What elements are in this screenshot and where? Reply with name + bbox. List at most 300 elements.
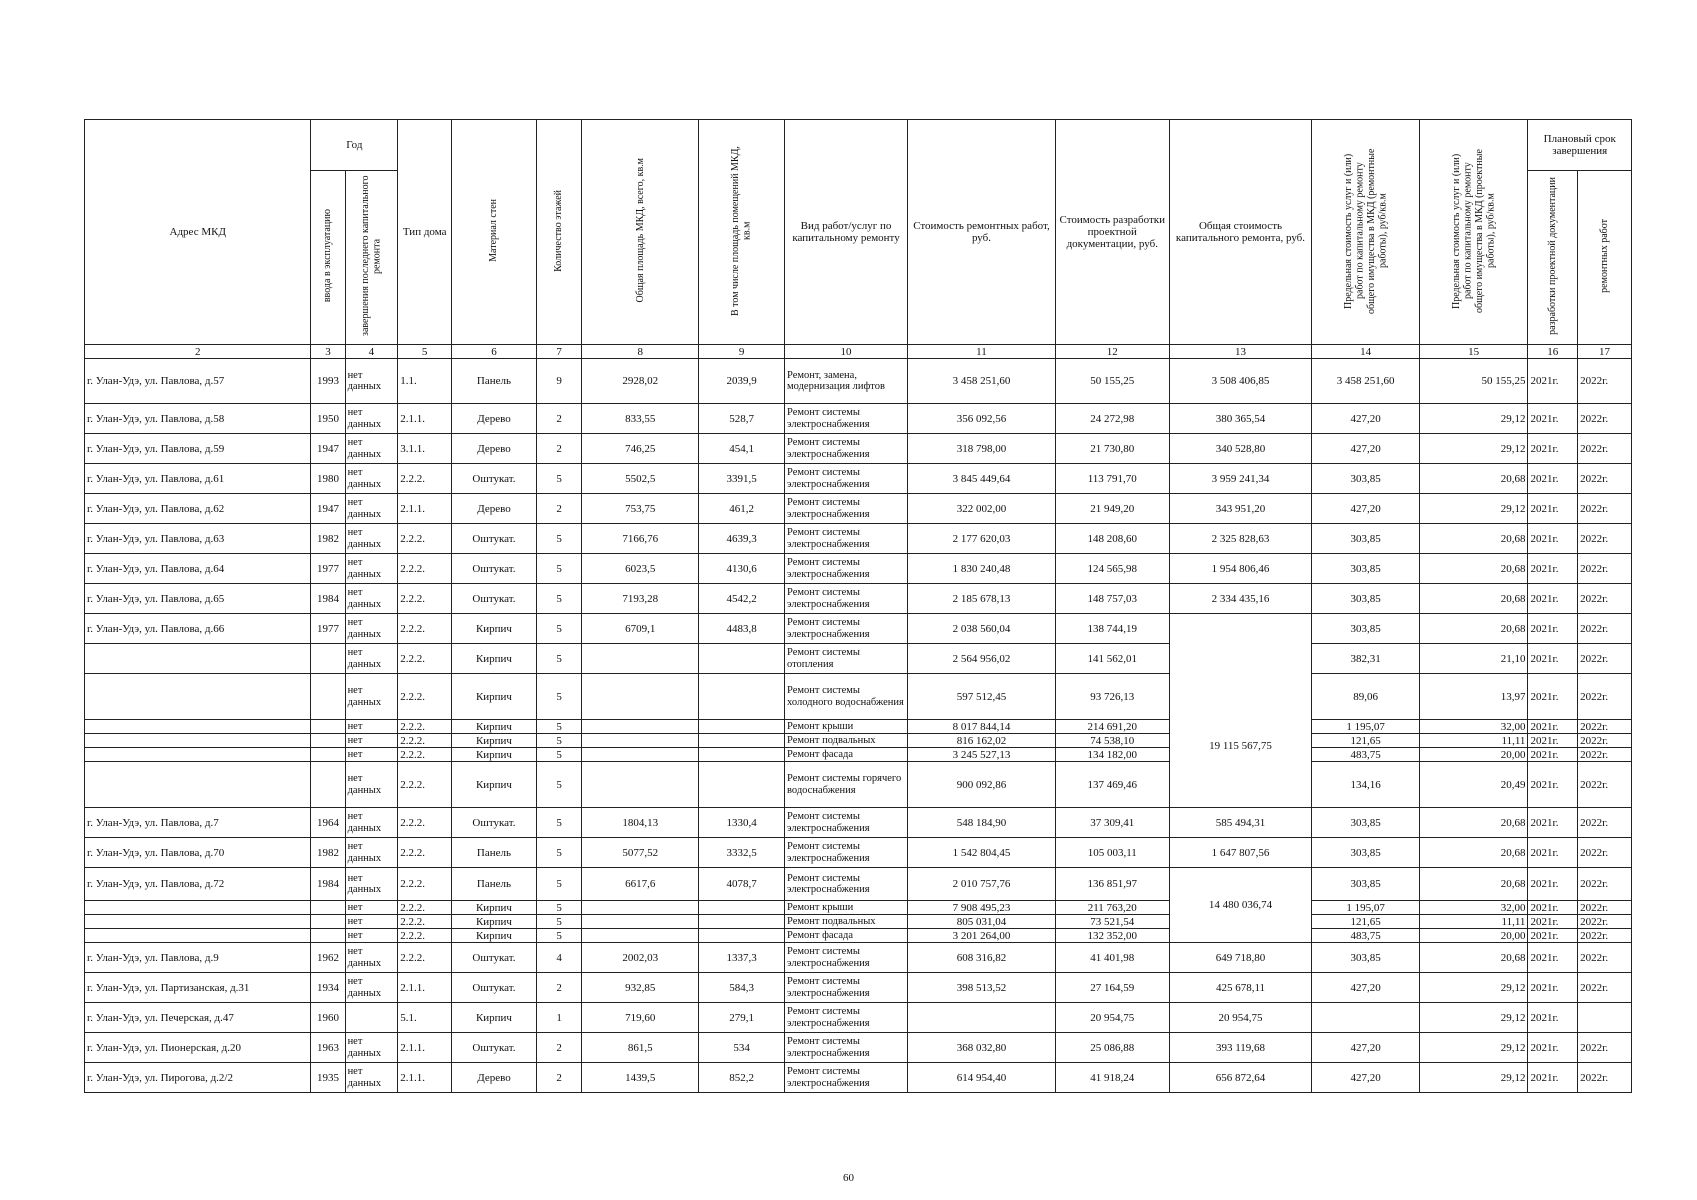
premises-area-cell bbox=[699, 762, 785, 808]
year-commission-cell bbox=[311, 748, 345, 762]
total-cost-cell: 340 528,80 bbox=[1169, 434, 1312, 464]
total-area-cell bbox=[582, 929, 699, 943]
house-type-cell: 2.2.2. bbox=[398, 929, 452, 943]
column-number: 11 bbox=[908, 345, 1056, 359]
house-type-cell: 2.2.2. bbox=[398, 734, 452, 748]
design-cost-cell: 27 164,59 bbox=[1055, 973, 1169, 1003]
column-number: 15 bbox=[1419, 345, 1528, 359]
premises-area-cell bbox=[699, 734, 785, 748]
total-area-cell: 833,55 bbox=[582, 404, 699, 434]
deadline-design-cell: 2021г. bbox=[1528, 762, 1578, 808]
deadline-repair-cell: 2022г. bbox=[1578, 808, 1632, 838]
deadline-design-cell: 2021г. bbox=[1528, 943, 1578, 973]
header-limit-repair: Предельная стоимость услуг и (или) работ по капитальному ремонту общего имущества в МКД (ремонтные работы), руб/кв.м bbox=[1312, 120, 1420, 345]
work-type-cell: Ремонт, замена, модернизация лифтов bbox=[785, 359, 908, 404]
limit-design-cell: 29,12 bbox=[1419, 973, 1528, 1003]
premises-area-cell bbox=[699, 929, 785, 943]
floors-cell: 2 bbox=[536, 404, 581, 434]
deadline-repair-cell: 2022г. bbox=[1578, 464, 1632, 494]
total-cost-cell: 649 718,80 bbox=[1169, 943, 1312, 973]
year-last-repair-cell: нет данных bbox=[345, 1063, 398, 1093]
deadline-repair-cell: 2022г. bbox=[1578, 868, 1632, 901]
deadline-design-cell: 2021г. bbox=[1528, 584, 1578, 614]
table-body bbox=[85, 359, 1632, 1093]
year-last-repair-cell: нет данных bbox=[345, 973, 398, 1003]
year-commission-cell: 1963 bbox=[311, 1033, 345, 1063]
total-cost-cell: 2 325 828,63 bbox=[1169, 524, 1312, 554]
year-last-repair-cell: нет данных bbox=[345, 494, 398, 524]
year-last-repair-cell: нет данных bbox=[345, 584, 398, 614]
design-cost-cell: 132 352,00 bbox=[1055, 929, 1169, 943]
total-cost-cell: 656 872,64 bbox=[1169, 1063, 1312, 1093]
deadline-repair-cell: 2022г. bbox=[1578, 748, 1632, 762]
premises-area-cell: 4483,8 bbox=[699, 614, 785, 644]
limit-design-cell: 20,00 bbox=[1419, 748, 1528, 762]
repair-cost-cell: 614 954,40 bbox=[908, 1063, 1056, 1093]
year-last-repair-cell: нет данных bbox=[345, 674, 398, 720]
deadline-design-cell: 2021г. bbox=[1528, 748, 1578, 762]
column-number: 5 bbox=[398, 345, 452, 359]
address-cell: г. Улан-Удэ, ул. Павлова, д.64 bbox=[85, 554, 311, 584]
limit-repair-cell: 427,20 bbox=[1312, 434, 1420, 464]
deadline-repair-cell bbox=[1578, 1003, 1632, 1033]
year-commission-cell: 1935 bbox=[311, 1063, 345, 1093]
work-type-cell: Ремонт системы электроснабжения bbox=[785, 494, 908, 524]
floors-cell: 5 bbox=[536, 808, 581, 838]
limit-repair-cell: 427,20 bbox=[1312, 1033, 1420, 1063]
total-area-cell: 932,85 bbox=[582, 973, 699, 1003]
premises-area-cell bbox=[699, 901, 785, 915]
table-row bbox=[85, 464, 1632, 494]
repair-cost-cell: 816 162,02 bbox=[908, 734, 1056, 748]
limit-repair-cell: 303,85 bbox=[1312, 808, 1420, 838]
premises-area-cell: 4542,2 bbox=[699, 584, 785, 614]
address-cell bbox=[85, 734, 311, 748]
table-row bbox=[85, 734, 1632, 748]
total-cost-cell: 343 951,20 bbox=[1169, 494, 1312, 524]
limit-repair-cell: 483,75 bbox=[1312, 929, 1420, 943]
deadline-design-cell: 2021г. bbox=[1528, 614, 1578, 644]
deadline-repair-cell: 2022г. bbox=[1578, 734, 1632, 748]
capital-repair-table bbox=[84, 119, 1632, 1093]
deadline-design-cell: 2021г. bbox=[1528, 915, 1578, 929]
deadline-design-cell: 2021г. bbox=[1528, 973, 1578, 1003]
deadline-design-cell: 2021г. bbox=[1528, 808, 1578, 838]
limit-design-cell: 29,12 bbox=[1419, 1033, 1528, 1063]
repair-cost-cell: 3 845 449,64 bbox=[908, 464, 1056, 494]
repair-cost-cell: 398 513,52 bbox=[908, 973, 1056, 1003]
year-commission-cell bbox=[311, 734, 345, 748]
repair-cost-cell: 2 564 956,02 bbox=[908, 644, 1056, 674]
table-row bbox=[85, 748, 1632, 762]
column-number: 3 bbox=[311, 345, 345, 359]
address-cell bbox=[85, 762, 311, 808]
design-cost-cell: 148 208,60 bbox=[1055, 524, 1169, 554]
limit-repair-cell: 1 195,07 bbox=[1312, 720, 1420, 734]
limit-repair-cell: 427,20 bbox=[1312, 973, 1420, 1003]
header-wall-material: Материал стен bbox=[452, 120, 537, 345]
repair-cost-cell: 368 032,80 bbox=[908, 1033, 1056, 1063]
year-last-repair-cell: нет данных bbox=[345, 404, 398, 434]
total-cost-cell: 1 647 807,56 bbox=[1169, 838, 1312, 868]
header-year-last-repair: завершения последнего капитального ремонта bbox=[345, 171, 398, 345]
wall-material-cell: Оштукат. bbox=[452, 973, 537, 1003]
header-limit-design: Предельная стоимость услуг и (или) работ по капитальному ремонту общего имущества в МКД (проектные работы), руб/кв.м bbox=[1419, 120, 1528, 345]
header-premises-area: В том числе площадь помещений МКД, кв.м bbox=[699, 120, 785, 345]
design-cost-cell: 24 272,98 bbox=[1055, 404, 1169, 434]
limit-repair-cell: 89,06 bbox=[1312, 674, 1420, 720]
premises-area-cell bbox=[699, 915, 785, 929]
year-commission-cell: 1977 bbox=[311, 554, 345, 584]
limit-repair-cell: 427,20 bbox=[1312, 404, 1420, 434]
deadline-design-cell: 2021г. bbox=[1528, 554, 1578, 584]
column-number: 10 bbox=[785, 345, 908, 359]
work-type-cell: Ремонт системы электроснабжения bbox=[785, 808, 908, 838]
deadline-repair-cell: 2022г. bbox=[1578, 434, 1632, 464]
premises-area-cell bbox=[699, 748, 785, 762]
header-design-cost: Стоимость разработки проектной документации, руб. bbox=[1055, 120, 1169, 345]
floors-cell: 5 bbox=[536, 868, 581, 901]
deadline-repair-cell: 2022г. bbox=[1578, 554, 1632, 584]
work-type-cell: Ремонт системы электроснабжения bbox=[785, 838, 908, 868]
limit-design-cell: 11,11 bbox=[1419, 915, 1528, 929]
design-cost-cell: 113 791,70 bbox=[1055, 464, 1169, 494]
total-cost-cell: 14 480 036,74 bbox=[1169, 868, 1312, 943]
work-type-cell: Ремонт системы электроснабжения bbox=[785, 614, 908, 644]
deadline-repair-cell: 2022г. bbox=[1578, 973, 1632, 1003]
total-area-cell: 861,5 bbox=[582, 1033, 699, 1063]
deadline-design-cell: 2021г. bbox=[1528, 644, 1578, 674]
limit-design-cell: 20,68 bbox=[1419, 838, 1528, 868]
design-cost-cell: 137 469,46 bbox=[1055, 762, 1169, 808]
house-type-cell: 5.1. bbox=[398, 1003, 452, 1033]
deadline-repair-cell: 2022г. bbox=[1578, 943, 1632, 973]
deadline-repair-cell: 2022г. bbox=[1578, 720, 1632, 734]
address-cell bbox=[85, 644, 311, 674]
table-row bbox=[85, 1003, 1632, 1033]
deadline-design-cell: 2021г. bbox=[1528, 434, 1578, 464]
house-type-cell: 2.2.2. bbox=[398, 464, 452, 494]
year-last-repair-cell bbox=[345, 1003, 398, 1033]
table-row bbox=[85, 720, 1632, 734]
table-row bbox=[85, 808, 1632, 838]
design-cost-cell: 37 309,41 bbox=[1055, 808, 1169, 838]
address-cell bbox=[85, 915, 311, 929]
table-row bbox=[85, 524, 1632, 554]
column-number: 13 bbox=[1169, 345, 1312, 359]
deadline-repair-cell: 2022г. bbox=[1578, 674, 1632, 720]
header-year: Год bbox=[311, 120, 398, 171]
floors-cell: 5 bbox=[536, 554, 581, 584]
year-commission-cell: 1947 bbox=[311, 494, 345, 524]
address-cell: г. Улан-Удэ, ул. Павлова, д.72 bbox=[85, 868, 311, 901]
wall-material-cell: Оштукат. bbox=[452, 1033, 537, 1063]
repair-cost-cell: 2 185 678,13 bbox=[908, 584, 1056, 614]
limit-repair-cell: 303,85 bbox=[1312, 554, 1420, 584]
header-total-cost: Общая стоимость капитального ремонта, руб. bbox=[1169, 120, 1312, 345]
wall-material-cell: Оштукат. bbox=[452, 554, 537, 584]
house-type-cell: 2.1.1. bbox=[398, 494, 452, 524]
limit-design-cell: 20,68 bbox=[1419, 808, 1528, 838]
house-type-cell: 2.2.2. bbox=[398, 748, 452, 762]
year-commission-cell bbox=[311, 674, 345, 720]
year-commission-cell: 1934 bbox=[311, 973, 345, 1003]
total-cost-cell: 3 959 241,34 bbox=[1169, 464, 1312, 494]
repair-cost-cell: 1 542 804,45 bbox=[908, 838, 1056, 868]
floors-cell: 1 bbox=[536, 1003, 581, 1033]
premises-area-cell bbox=[699, 644, 785, 674]
wall-material-cell: Дерево bbox=[452, 494, 537, 524]
header-address: Адрес МКД bbox=[85, 120, 311, 345]
work-type-cell: Ремонт системы электроснабжения bbox=[785, 434, 908, 464]
deadline-design-cell: 2021г. bbox=[1528, 1033, 1578, 1063]
premises-area-cell: 1337,3 bbox=[699, 943, 785, 973]
total-area-cell: 2928,02 bbox=[582, 359, 699, 404]
address-cell: г. Улан-Удэ, ул. Печерская, д.47 bbox=[85, 1003, 311, 1033]
address-cell bbox=[85, 901, 311, 915]
house-type-cell: 2.2.2. bbox=[398, 868, 452, 901]
limit-design-cell: 32,00 bbox=[1419, 720, 1528, 734]
limit-design-cell: 20,68 bbox=[1419, 554, 1528, 584]
address-cell: г. Улан-Удэ, ул. Павлова, д.62 bbox=[85, 494, 311, 524]
year-last-repair-cell: нет bbox=[345, 929, 398, 943]
deadline-repair-cell: 2022г. bbox=[1578, 1033, 1632, 1063]
design-cost-cell: 138 744,19 bbox=[1055, 614, 1169, 644]
limit-design-cell: 50 155,25 bbox=[1419, 359, 1528, 404]
deadline-repair-cell: 2022г. bbox=[1578, 762, 1632, 808]
repair-cost-cell: 2 010 757,76 bbox=[908, 868, 1056, 901]
premises-area-cell: 852,2 bbox=[699, 1063, 785, 1093]
total-area-cell: 1804,13 bbox=[582, 808, 699, 838]
deadline-design-cell: 2021г. bbox=[1528, 359, 1578, 404]
table-row bbox=[85, 929, 1632, 943]
work-type-cell: Ремонт подвальных bbox=[785, 915, 908, 929]
limit-design-cell: 20,68 bbox=[1419, 943, 1528, 973]
year-commission-cell: 1984 bbox=[311, 584, 345, 614]
address-cell: г. Улан-Удэ, ул. Павлова, д.58 bbox=[85, 404, 311, 434]
total-cost-cell: 20 954,75 bbox=[1169, 1003, 1312, 1033]
total-cost-cell: 585 494,31 bbox=[1169, 808, 1312, 838]
deadline-design-cell: 2021г. bbox=[1528, 524, 1578, 554]
wall-material-cell: Кирпич bbox=[452, 901, 537, 915]
limit-repair-cell: 303,85 bbox=[1312, 464, 1420, 494]
limit-design-cell: 20,68 bbox=[1419, 614, 1528, 644]
design-cost-cell: 211 763,20 bbox=[1055, 901, 1169, 915]
deadline-design-cell: 2021г. bbox=[1528, 464, 1578, 494]
premises-area-cell: 1330,4 bbox=[699, 808, 785, 838]
total-area-cell bbox=[582, 644, 699, 674]
floors-cell: 5 bbox=[536, 524, 581, 554]
limit-design-cell: 20,49 bbox=[1419, 762, 1528, 808]
limit-design-cell: 29,12 bbox=[1419, 1063, 1528, 1093]
work-type-cell: Ремонт системы электроснабжения bbox=[785, 868, 908, 901]
page-number: 60 bbox=[843, 1172, 854, 1184]
column-number: 16 bbox=[1528, 345, 1578, 359]
address-cell: г. Улан-Удэ, ул. Павлова, д.59 bbox=[85, 434, 311, 464]
premises-area-cell: 534 bbox=[699, 1033, 785, 1063]
deadline-design-cell: 2021г. bbox=[1528, 734, 1578, 748]
design-cost-cell: 41 401,98 bbox=[1055, 943, 1169, 973]
limit-design-cell: 21,10 bbox=[1419, 644, 1528, 674]
premises-area-cell: 2039,9 bbox=[699, 359, 785, 404]
wall-material-cell: Кирпич bbox=[452, 762, 537, 808]
house-type-cell: 2.1.1. bbox=[398, 1063, 452, 1093]
year-last-repair-cell: нет данных bbox=[345, 1033, 398, 1063]
floors-cell: 5 bbox=[536, 748, 581, 762]
year-commission-cell: 1984 bbox=[311, 868, 345, 901]
total-cost-cell: 2 334 435,16 bbox=[1169, 584, 1312, 614]
total-area-cell bbox=[582, 734, 699, 748]
wall-material-cell: Дерево bbox=[452, 1063, 537, 1093]
column-number: 12 bbox=[1055, 345, 1169, 359]
work-type-cell: Ремонт фасада bbox=[785, 748, 908, 762]
design-cost-cell: 21 949,20 bbox=[1055, 494, 1169, 524]
table-row bbox=[85, 1033, 1632, 1063]
house-type-cell: 2.2.2. bbox=[398, 943, 452, 973]
column-number: 17 bbox=[1578, 345, 1632, 359]
table-row bbox=[85, 868, 1632, 901]
address-cell: г. Улан-Удэ, ул. Павлова, д.66 bbox=[85, 614, 311, 644]
design-cost-cell: 105 003,11 bbox=[1055, 838, 1169, 868]
table-row bbox=[85, 762, 1632, 808]
wall-material-cell: Кирпич bbox=[452, 929, 537, 943]
address-cell bbox=[85, 674, 311, 720]
limit-design-cell: 20,68 bbox=[1419, 584, 1528, 614]
floors-cell: 4 bbox=[536, 943, 581, 973]
header-deadline: Плановый срок завершения bbox=[1528, 120, 1632, 171]
total-area-cell: 753,75 bbox=[582, 494, 699, 524]
deadline-repair-cell: 2022г. bbox=[1578, 584, 1632, 614]
deadline-design-cell: 2021г. bbox=[1528, 901, 1578, 915]
deadline-repair-cell: 2022г. bbox=[1578, 524, 1632, 554]
year-commission-cell: 1993 bbox=[311, 359, 345, 404]
work-type-cell: Ремонт фасада bbox=[785, 929, 908, 943]
repair-cost-cell: 356 092,56 bbox=[908, 404, 1056, 434]
limit-repair-cell: 303,85 bbox=[1312, 584, 1420, 614]
premises-area-cell: 4130,6 bbox=[699, 554, 785, 584]
wall-material-cell: Дерево bbox=[452, 434, 537, 464]
floors-cell: 9 bbox=[536, 359, 581, 404]
deadline-design-cell: 2021г. bbox=[1528, 929, 1578, 943]
column-number: 4 bbox=[345, 345, 398, 359]
table-row bbox=[85, 494, 1632, 524]
column-number: 8 bbox=[582, 345, 699, 359]
work-type-cell: Ремонт системы электроснабжения bbox=[785, 524, 908, 554]
limit-repair-cell: 303,85 bbox=[1312, 868, 1420, 901]
total-area-cell: 719,60 bbox=[582, 1003, 699, 1033]
year-last-repair-cell: нет данных bbox=[345, 434, 398, 464]
total-area-cell bbox=[582, 901, 699, 915]
year-last-repair-cell: нет данных bbox=[345, 554, 398, 584]
floors-cell: 5 bbox=[536, 838, 581, 868]
year-last-repair-cell: нет bbox=[345, 748, 398, 762]
column-number-row bbox=[85, 345, 1632, 359]
wall-material-cell: Кирпич bbox=[452, 644, 537, 674]
wall-material-cell: Оштукат. bbox=[452, 808, 537, 838]
total-cost-cell: 425 678,11 bbox=[1169, 973, 1312, 1003]
year-commission-cell bbox=[311, 762, 345, 808]
work-type-cell: Ремонт подвальных bbox=[785, 734, 908, 748]
deadline-repair-cell: 2022г. bbox=[1578, 644, 1632, 674]
work-type-cell: Ремонт системы электроснабжения bbox=[785, 1003, 908, 1033]
total-cost-cell: 19 115 567,75 bbox=[1169, 614, 1312, 808]
premises-area-cell: 454,1 bbox=[699, 434, 785, 464]
work-type-cell: Ремонт системы отопления bbox=[785, 644, 908, 674]
column-number: 7 bbox=[536, 345, 581, 359]
floors-cell: 5 bbox=[536, 762, 581, 808]
year-last-repair-cell: нет данных bbox=[345, 464, 398, 494]
table-row bbox=[85, 584, 1632, 614]
total-area-cell: 6023,5 bbox=[582, 554, 699, 584]
address-cell: г. Улан-Удэ, ул. Павлова, д.57 bbox=[85, 359, 311, 404]
house-type-cell: 2.1.1. bbox=[398, 404, 452, 434]
floors-cell: 5 bbox=[536, 929, 581, 943]
address-cell bbox=[85, 929, 311, 943]
design-cost-cell: 148 757,03 bbox=[1055, 584, 1169, 614]
limit-repair-cell: 3 458 251,60 bbox=[1312, 359, 1420, 404]
year-commission-cell: 1960 bbox=[311, 1003, 345, 1033]
house-type-cell: 2.2.2. bbox=[398, 674, 452, 720]
floors-cell: 5 bbox=[536, 644, 581, 674]
house-type-cell: 2.2.2. bbox=[398, 915, 452, 929]
address-cell: г. Улан-Удэ, ул. Павлова, д.7 bbox=[85, 808, 311, 838]
premises-area-cell: 279,1 bbox=[699, 1003, 785, 1033]
wall-material-cell: Оштукат. bbox=[452, 943, 537, 973]
table-row bbox=[85, 973, 1632, 1003]
premises-area-cell bbox=[699, 674, 785, 720]
limit-design-cell: 29,12 bbox=[1419, 434, 1528, 464]
year-commission-cell bbox=[311, 720, 345, 734]
address-cell bbox=[85, 748, 311, 762]
repair-cost-cell: 318 798,00 bbox=[908, 434, 1056, 464]
work-type-cell: Ремонт системы электроснабжения bbox=[785, 973, 908, 1003]
year-commission-cell bbox=[311, 644, 345, 674]
total-area-cell: 2002,03 bbox=[582, 943, 699, 973]
table-row bbox=[85, 359, 1632, 404]
repair-cost-cell: 900 092,86 bbox=[908, 762, 1056, 808]
year-last-repair-cell: нет данных bbox=[345, 524, 398, 554]
total-area-cell: 5502,5 bbox=[582, 464, 699, 494]
header-house-type: Тип дома bbox=[398, 120, 452, 345]
year-commission-cell: 1980 bbox=[311, 464, 345, 494]
work-type-cell: Ремонт системы электроснабжения bbox=[785, 554, 908, 584]
wall-material-cell: Кирпич bbox=[452, 734, 537, 748]
limit-repair-cell: 427,20 bbox=[1312, 1063, 1420, 1093]
limit-repair-cell: 121,65 bbox=[1312, 734, 1420, 748]
column-number: 9 bbox=[699, 345, 785, 359]
floors-cell: 5 bbox=[536, 584, 581, 614]
wall-material-cell: Оштукат. bbox=[452, 584, 537, 614]
deadline-repair-cell: 2022г. bbox=[1578, 1063, 1632, 1093]
floors-cell: 5 bbox=[536, 915, 581, 929]
design-cost-cell: 93 726,13 bbox=[1055, 674, 1169, 720]
deadline-design-cell: 2021г. bbox=[1528, 838, 1578, 868]
wall-material-cell: Кирпич bbox=[452, 748, 537, 762]
limit-design-cell: 20,68 bbox=[1419, 524, 1528, 554]
repair-cost-cell: 3 245 527,13 bbox=[908, 748, 1056, 762]
work-type-cell: Ремонт крыши bbox=[785, 901, 908, 915]
repair-cost-cell: 597 512,45 bbox=[908, 674, 1056, 720]
year-commission-cell: 1950 bbox=[311, 404, 345, 434]
design-cost-cell: 134 182,00 bbox=[1055, 748, 1169, 762]
design-cost-cell: 20 954,75 bbox=[1055, 1003, 1169, 1033]
limit-repair-cell: 303,85 bbox=[1312, 943, 1420, 973]
work-type-cell: Ремонт системы электроснабжения bbox=[785, 464, 908, 494]
column-number: 6 bbox=[452, 345, 537, 359]
total-cost-cell: 3 508 406,85 bbox=[1169, 359, 1312, 404]
address-cell: г. Улан-Удэ, ул. Павлова, д.70 bbox=[85, 838, 311, 868]
repair-cost-cell: 1 830 240,48 bbox=[908, 554, 1056, 584]
